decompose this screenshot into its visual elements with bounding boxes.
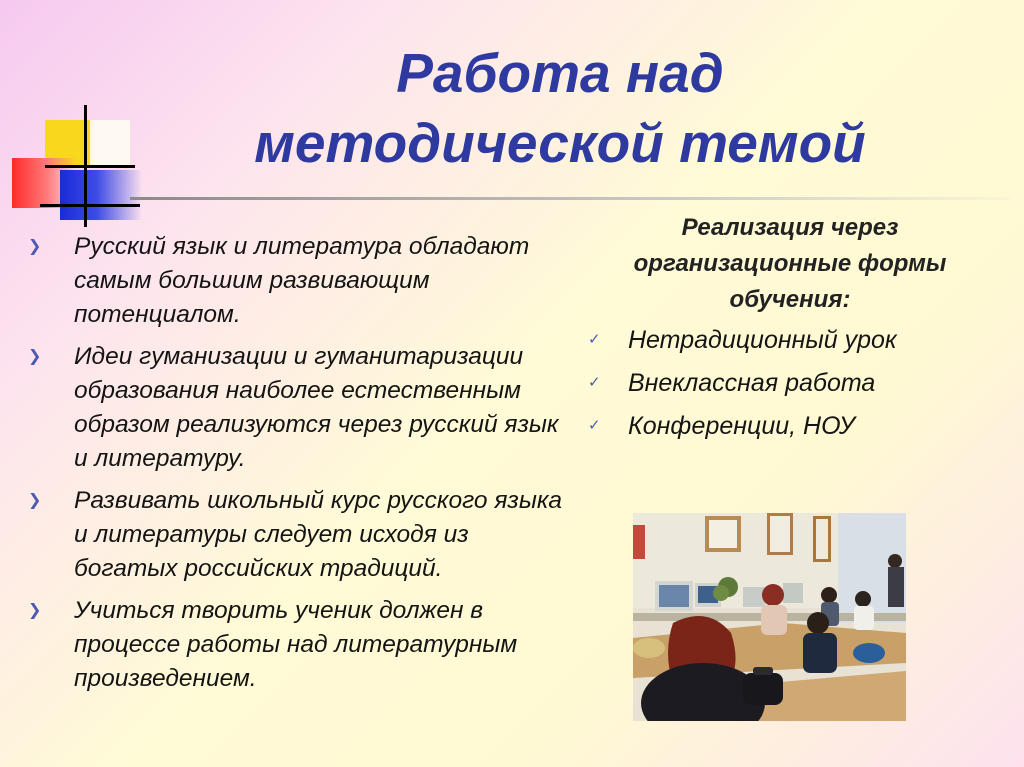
right-check-list [588, 320, 988, 449]
checkmark-icon: ✓ [588, 331, 601, 348]
chevron-right-icon: ❯ [28, 492, 42, 509]
list-item [28, 484, 568, 586]
list-item [588, 363, 988, 403]
list-item [588, 320, 988, 360]
chevron-right-icon: ❯ [28, 602, 42, 619]
chevron-right-icon: ❯ [28, 348, 42, 365]
checkmark-icon: ✓ [588, 417, 601, 434]
list-item-text: Идеи гуманизации и гуманитаризации образования наиболее естественным образом реализуются через русский язык и литературу. [74, 343, 559, 472]
list-item-text: Развивать школьный курс русского языка и литературы следует исходя из богатых российских традиций. [74, 487, 563, 582]
slide-title [180, 38, 940, 178]
right-heading: Реализация через организационные формы обучения: [633, 214, 947, 313]
classroom-photo-illustration [633, 513, 906, 721]
list-item [28, 340, 568, 476]
checkmark-icon: ✓ [588, 374, 601, 391]
list-item-text: Русский язык и литература обладают самым большим развивающим потенциалом. [74, 233, 530, 328]
title-line-2: методической темой [254, 112, 866, 174]
classroom-photo [633, 513, 906, 721]
chevron-right-icon: ❯ [28, 238, 42, 255]
list-item-text: Учиться творить ученик должен в процессе работы над литературным произведением. [74, 597, 518, 692]
title-line-1: Работа над [396, 42, 724, 104]
divider-rule [130, 197, 1010, 200]
list-item-text: Нетрадиционный урок [628, 326, 897, 354]
list-item [28, 594, 568, 696]
list-item [588, 406, 988, 446]
left-bullet-list [28, 230, 568, 704]
list-item-text: Конференции, НОУ [628, 412, 855, 440]
list-item [28, 230, 568, 332]
list-item-text: Внеклассная работа [628, 369, 876, 397]
